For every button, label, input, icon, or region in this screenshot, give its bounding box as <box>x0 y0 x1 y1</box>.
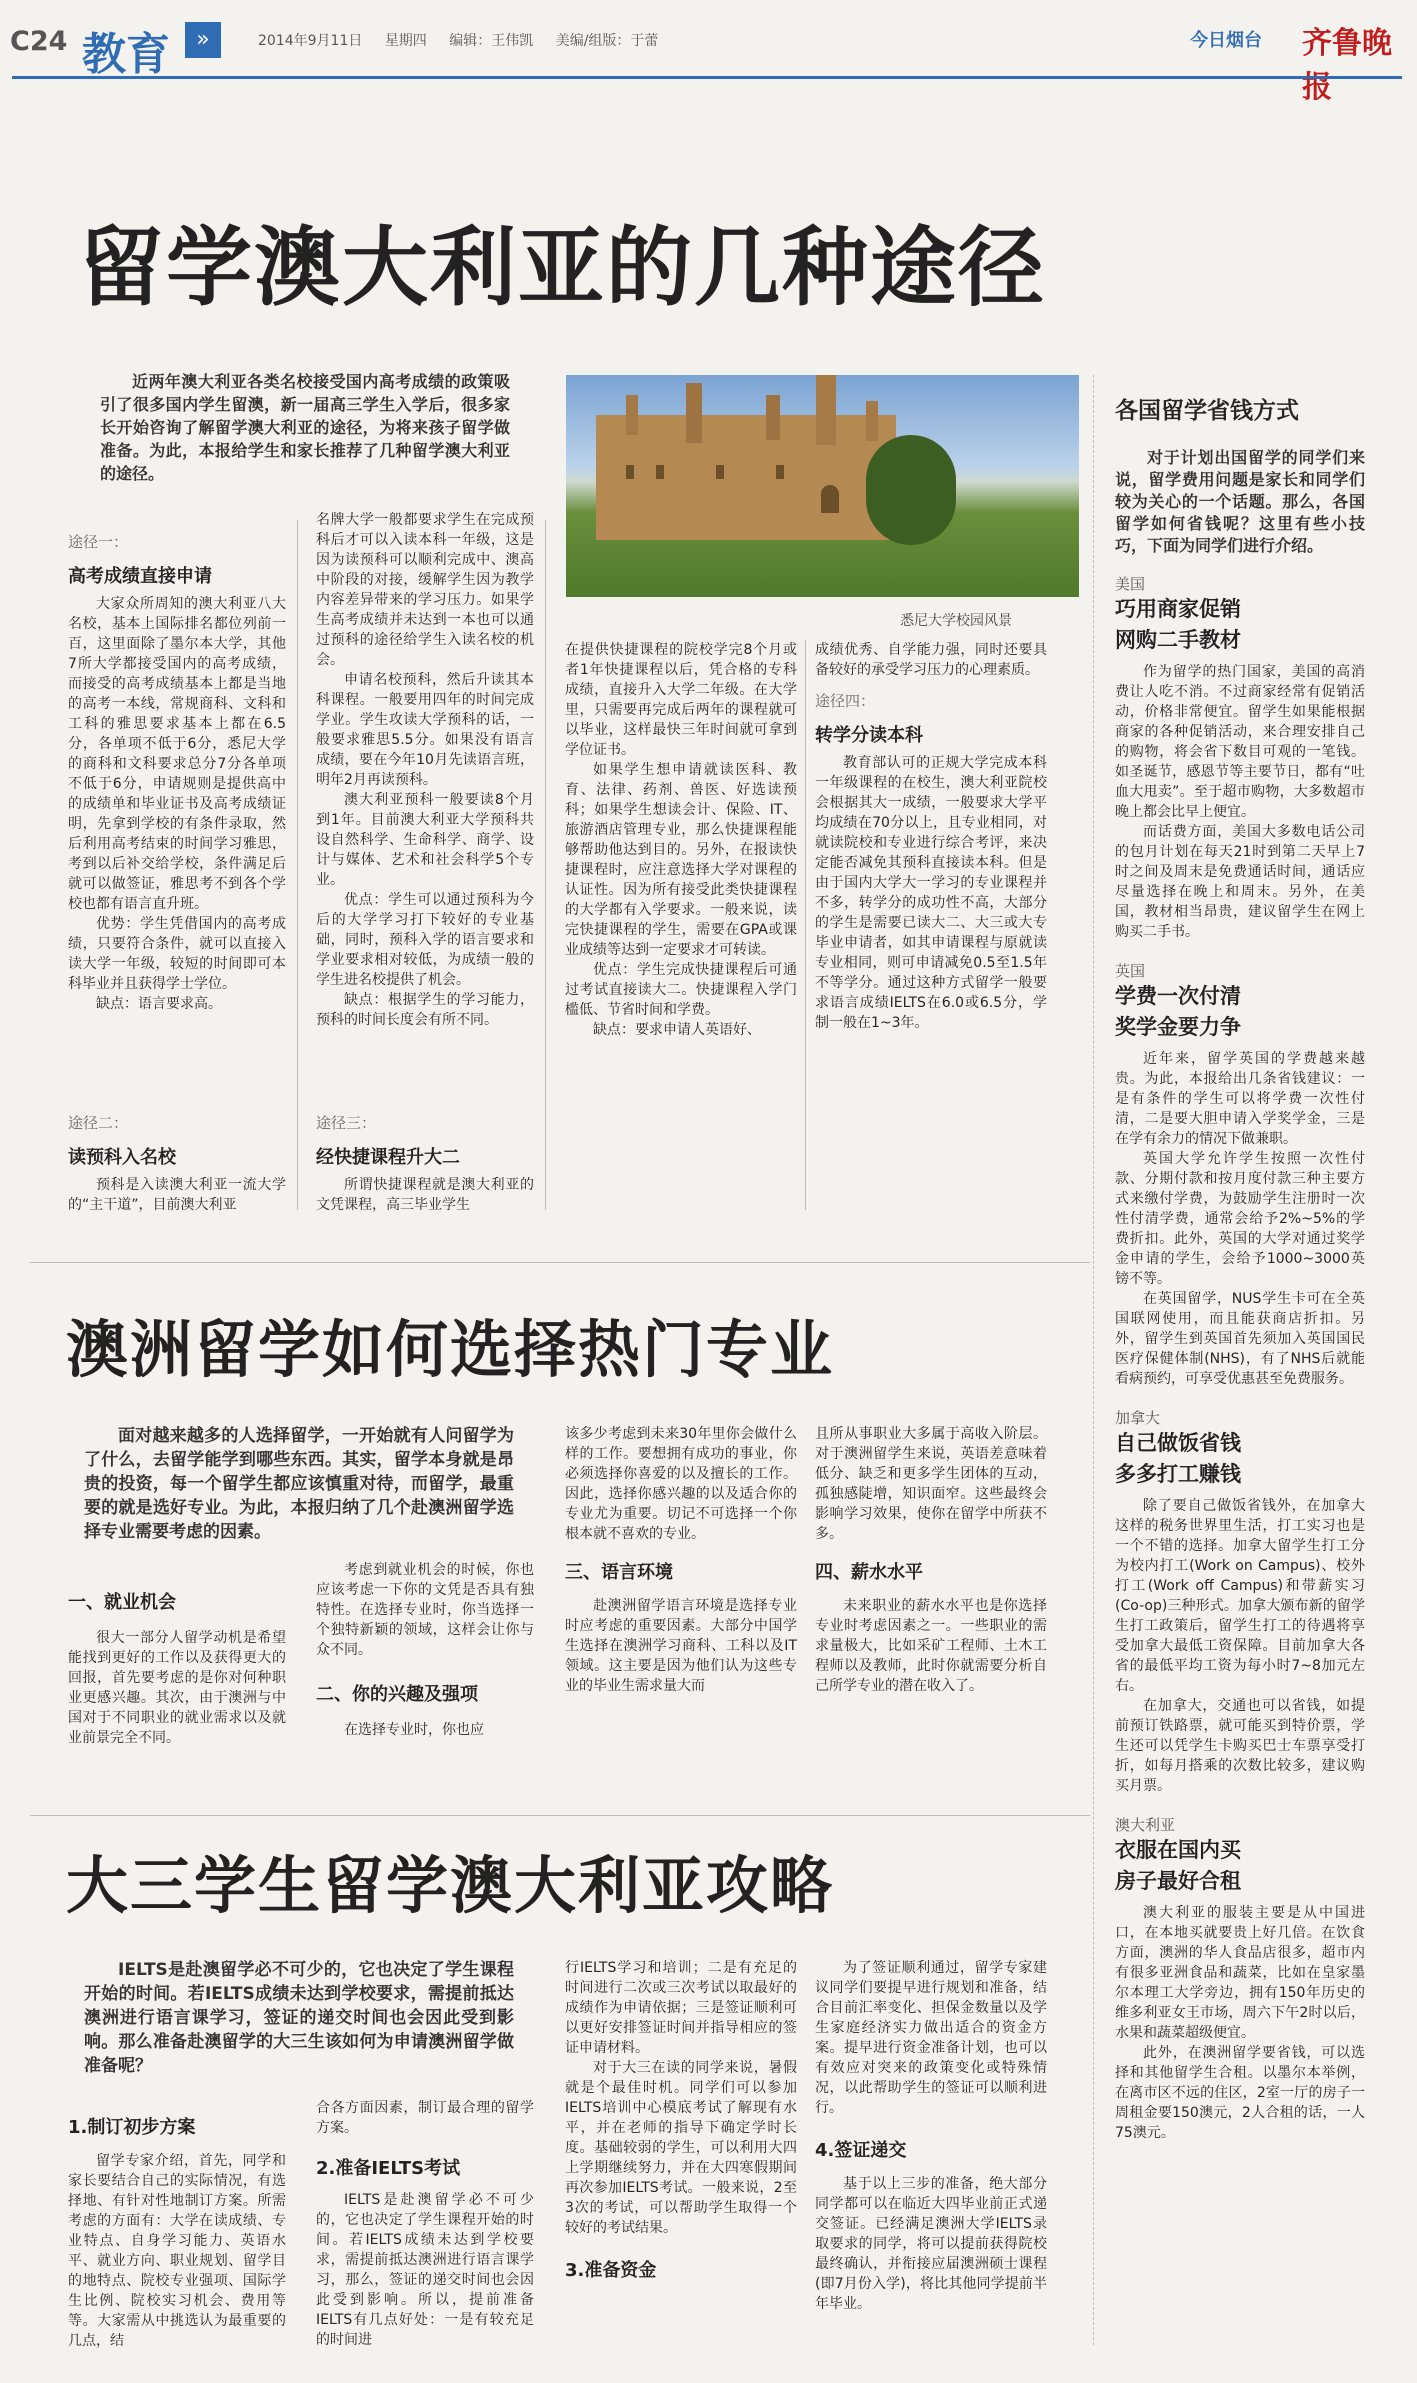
article3-col2: 合各方面因素，制订最合理的留学方案。 2.准备IELTS考试 IELTS是赴澳留学必不可少的，它也决定了学生课程开始的时间。若IELTS成绩未达到学校要求，需提前抵达澳洲进行语言课学习，那么，签证的递交时间也会因此受到影响。所以，提前准备IELTS有几点好处：一是有较充足的时间进 <box>316 2100 534 2348</box>
building-shape <box>596 415 896 540</box>
article3-col1: 1.制订初步方案 留学专家介绍，首先，同学和家长要结合自己的实际情况，有选择地、有针对性地制订方案。所需考虑的方面有：大学在读成绩、专业特点、自身学习能力、英语水平、就业方向、职业规划、留学目的地特点、院校专业强项、国际学生比例、院校实习机会、费用等等。大家需从中挑选认为最重要的几点，结 <box>68 2117 286 2349</box>
route1-block: 途径一： 高考成绩直接申请 大家众所周知的澳大利亚八大名校，基本上国际排名都位列前一百，这里面除了墨尔本大学，其他7所大学都接受国内的高考成绩，而接受的高考成绩基本上都是当地的高考一本线，常规商科、文科和工科的雅思要求基本上都在6.5分，各单项不低于6分，悉尼大学的商科和文科要求总分7分各单项不低于6分，申请规则是提供高中的成绩单和毕业证书及高考成绩证明，先拿到学校的有条件录取，然后利用高考结束的时间学习雅思，考到以后补交给学校，条件满足后就可以做签证，雅思考不到各个学校也都有语言直升班。 优势：学生凭借国内的高考成绩，只要符合条件，就可以直接入读大学一年级，较短的时间即可本科毕业并且获得学士学位。 缺点：语言要求高。 <box>68 533 286 1012</box>
sidebar: 各国留学省钱方式 对于计划出国留学的同学们来说，留学费用问题是家长和同学们较为关心的一个话题。那么，各国留学如何省钱呢？这里有些小技巧，下面为同学们进行介绍。 美国 巧用商家促销 网购二手教材 作为留学的热门国家，美国的高消费让人吃不消。不过商家经常有促销活动，价格非常便宜。留学生如果能根据商家的各种促销活动，来合理安排自己的购物，将会省下数目可观的一笔钱。如圣诞节，感恩节等主要节日，都有“吐血大甩卖”。至于超市购物，大多数超市晚上都会比早上便宜。 而话费方面，美国大多数电话公司的包月计划在每天21时到第二天早上7时之间及周末是免费通话时间，通话应尽量选择在晚上和周末。另外，在美国，教材相当昂贵，建议留学生在网上购买二手书。 英国 学费一次付清 奖学金要力争 近年来，留学英国的学费越来越贵。为此，本报给出几条省钱建议：一是有条件的学生可以将学费一次性付清，二是要大胆申请入学奖学金，三是在学有余力的情况下做兼职。 英国大学允许学生按照一次性付款、分期付款和按月度付款三种主要方式来缴付学费，为鼓励学生注册时一次性付清学费，通常会给予2%~5%的学费折扣。此外，英国的大学对通过奖学金申请的学生，会给予1000~3000英镑不等。 在英国留学，NUS学生卡可在全英国联网使用，而且能获商店折扣。另外，留学生到英国首先须加入英国国民医疗保健体制(NHS)，有了NHS后就能看病预约，可享受优惠甚至免费服务。 加拿大 自己做饭省钱 多多打工赚钱 除了要自己做饭省钱外，在加拿大这样的税务世界里生活，打工实习也是一个不错的选择。加拿大留学生打工分为校内打工(Work on Campus)、校外打工(Work off Campus)和带薪实习(Co-op)三种形式。加拿大颁布新的留学生打工政策后，留学生打工的待遇将享受加拿大最低工资保障。目前加拿大各省的最低平均工资为每小时7~8加元左右。 在加拿大，交通也可以省钱，如提前预订铁路票，就可能买到特价票，学生还可以凭学生卡购买巴士车票享受打折，如每月搭乘的次数比较多，建议购买月票。 澳大利亚 衣服在国内买 房子最好合租 澳大利亚的服装主要是从中国进口，在本地买就要贵上好几倍。在饮食方面，澳洲的华人食品店很多，超市内有很多亚洲食品和蔬菜，比如在皇家墨尔本理工大学旁边，拥有150年历史的维多利亚女王市场，周六下午2时以后，水果和蔬菜超级便宜。 此外，在澳洲留学要省钱，可以选择和其他留学生合租。以墨尔本举例，在离市区不远的住区，2室一厅的房子一周租金要150澳元，2人合租的话，一人75澳元。 <box>1115 392 1365 2143</box>
photo-caption: 悉尼大学校园风景 <box>900 613 1012 629</box>
route3-block: 途径三： 经快捷课程升大二 所谓快捷课程就是澳大利亚的文凭课程，高三毕业学生 <box>316 1114 534 1213</box>
article2-col1: 一、就业机会 很大一部分人留学动机是希望能找到更好的工作以及获得更大的回报，首先要考虑的是你对何种职业更感兴趣。其次，由于澳洲与中国对于不同职业的就业需求以及就业前景完全不同。 <box>68 1592 286 1746</box>
editor: 编辑：王伟凯 <box>449 33 534 49</box>
sidebar-intro: 对于计划出国留学的同学们来说，留学费用问题是家长和同学们较为关心的一个话题。那么，各国留学如何省钱呢？这里有些小技巧，下面为同学们进行介绍。 <box>1115 448 1365 555</box>
article1-intro: 近两年澳大利亚各类名校接受国内高考成绩的政策吸引了很多国内学生留澳，新一届高三学生入学后，很多家长开始咨询了解留学澳大利亚的途径，为将来孩子留学做准备。为此，本报给学生和家长推荐了几种留学澳大利亚的途径。 <box>100 372 510 483</box>
article2-col3: 该多少考虑到未来30年里你会做什么样的工作。要想拥有成功的事业，你必须选择你喜爱的以及擅长的工作。因此，选择你感兴趣的以及适合你的专业尤为重要。切记不可选择一个你根本就不喜欢的专业。 三、语言环境 赴澳洲留学语言环境是选择专业时应考虑的重要因素。大部分中国学生选择在澳洲学习商科、工科以及IT领域。这主要是因为他们认为这些专业的毕业生需求量大而 <box>565 1426 797 1694</box>
header-meta <box>258 30 676 50</box>
double-chevron-icon: » <box>185 22 221 58</box>
article2-col2: 考虑到就业机会的时候，你也应该考虑一下你的文凭是否具有独特性。在选择专业时，你当选择一个独特新颖的领域，这样会让你与众不同。 二、你的兴趣及强项 在选择专业时，你也应 <box>316 1562 534 1738</box>
section-name: 教育 <box>82 29 170 80</box>
country-australia: 澳大利亚 <box>1115 1816 1176 1834</box>
route2-title: 读预科入名校 <box>68 1147 176 1168</box>
article3-col4: 为了签证顺利通过，留学专家建议同学们要提早进行规划和准备，结合目前汇率变化、担保金数量以及学生家庭经济实力做出适合的资金方案。提早进行资金准备计划，也可以有效应对突来的政策变化或特殊情况，以此帮助学生的签证可以顺利进行。 4.签证递交 基于以上三步的准备，绝大部分同学都可以在临近大四毕业前正式递交签证。已经满足澳洲大学IELTS录取要求的同学，将可以提前获得院校最终确认，并衔接应届澳洲硕士课程(即7月份入学)，将比其他同学提前半年毕业。 <box>815 1960 1047 2312</box>
route4-title: 转学分读本科 <box>815 725 923 746</box>
route3-title: 经快捷课程升大二 <box>316 1147 460 1168</box>
page-number: C24 <box>10 26 68 57</box>
route2-continued: 名牌大学一般都要求学生在完成预科后才可以入读本科一年级，这是因为读预科可以顺利完成中、澳高中阶段的对接，缓解学生因为教学内容差异带来的学习压力。如果学生高考成绩并未达到一本也可以通过预科的途径给学生入读名校的机会。 申请名校预科，然后升读其本科课程。一般要用四年的时间完成学业。学生攻读大学预科的话，一般要求雅思5.5分。如果没有语言成绩，要在今年10月先读语言班，明年2月再读预科。 澳大利亚预科一般要读8个月到1年。目前澳大利亚大学预科共设自然科学、生命科学、商学、设计与媒体、艺术和社会科学5个专业。 优点：学生可以通过预科为今后的大学学习打下较好的专业基础，同时，预科入学的语言要求和学业要求相对较低，为成绩一般的学生进名校提供了机会。 缺点：根据学生的学习能力，预科的时间长度会有所不同。 <box>316 512 534 1028</box>
brand-label: 今日烟台 <box>1190 30 1262 51</box>
article2-intro: 面对越来越多的人选择留学，一开始就有人问留学为了什么，去留学能学到哪些东西。其实，留学本身就是昂贵的投资，每一个留学生都应该慎重对待，而留学，最重要的就是选好专业。为此，本报归纳了几个赴澳洲留学选择专业需要考虑的因素。 <box>84 1426 514 1542</box>
issue-weekday: 星期四 <box>384 33 427 49</box>
route1-title: 高考成绩直接申请 <box>68 566 212 587</box>
article3-title: 大三学生留学澳大利亚攻略 <box>66 1849 835 1922</box>
issue-date: 2014年9月11日 <box>258 33 363 49</box>
article2-title: 澳洲留学如何选择热门专业 <box>66 1313 835 1386</box>
article3-intro: IELTS是赴澳留学必不可少的，它也决定了学生课程开始的时间。若IELTS成绩未达到学校要求，需提前抵达澳洲进行语言课学习，签证的递交时间也会因此受到影响。那么准备赴澳留学的大三生该如何为申请澳洲留学做准备呢？ <box>84 1960 514 2076</box>
country-canada: 加拿大 <box>1115 1409 1161 1427</box>
route4-block: 成绩优秀、自学能力强，同时还要具备较好的承受学习压力的心理素质。 途径四： 转学分读本科 教育部认可的正规大学完成本科一年级课程的在校生，澳大利亚院校会根据其大一成绩，一般要求大学平均成绩在70分以上，且专业相同，对就读院校和专业进行综合考评，来决定能否减免其预科直接读本科。但是由于国内大学大一学习的专业课程并不多，转学分的成功性不高，大部分的学生是需要已读大二、大三或大专毕业申请者，如其申请课程与原就读专业相同，则可申请减免0.5至1.5年不等学分。通过这种方式留学一般要求语言成绩IELTS在6.0或6.5分，学制一般在1~3年。 <box>815 642 1047 1031</box>
route3-continued: 在提供快捷课程的院校学完8个月或者1年快捷课程以后，凭合格的专科成绩，直接升入大学二年级。在大学里，只需要再完成后两年的课程就可以毕业，这样最快三年时间就可拿到学位证书。 如果学生想申请就读医科、教育、法律、药剂、兽医、好选读预科；如果学生想读会计、保险、IT、旅游酒店管理专业，那么快捷课程能够帮助他达到目的。另外，在报读快捷课程时，应注意选择大学对课程的认证性。因为所有接受此类快捷课程的大学都有入学要求。一般来说，读完快捷课程的学生，需要在GPA或课业成绩等达到一定要求才可转读。 优点：学生完成快捷课程后可通过考试直接读大二。快捷课程入学门槛低、节省时间和学费。 缺点：要求申请人英语好、 <box>565 642 797 1038</box>
sidebar-title: 各国留学省钱方式 <box>1115 398 1299 424</box>
designer: 美编/组版：于蕾 <box>555 33 659 49</box>
newspaper-logo: 齐鲁晚报 <box>1302 26 1392 105</box>
country-us: 美国 <box>1115 575 1146 593</box>
article1-title: 留学澳大利亚的几种途径 <box>78 218 1046 318</box>
header-rule <box>12 76 1402 79</box>
article2-col4: 且所从事职业大多属于高收入阶层。对于澳洲留学生来说，英语差意味着低分、缺乏和更多学生团体的互动，孤独感陡增，知识面窄。这些最终会影响学习效果，使你在留学中所获不多。 四、薪水水平 未来职业的薪水水平也是你选择专业时考虑因素之一。一些职业的需求量极大，比如采矿工程师、土木工程师以及教师，此时你就需要分析自己所学专业的潜在收入了。 <box>815 1426 1047 1694</box>
country-uk: 英国 <box>1115 962 1146 980</box>
campus-photo <box>566 375 1079 597</box>
route2-block: 途径二： 读预科入名校 预科是入读澳大利亚一流大学的“主干道”，目前澳大利亚 <box>68 1114 286 1213</box>
article3-col3: 行IELTS学习和培训；二是有充足的时间进行二次或三次考试以取最好的成绩作为申请依据；三是签证顺利可以更好安排签证时间并指导相应的签证申请材料。 对于大三在读的同学来说，暑假就是个最佳时机。同学们可以参加IELTS培训中心模底考试了解现有水平，并在老师的指导下确定学时长度。基础较弱的学生，可以利用大四上学期继续努力，并在大四寒假期间再次参加IELTS考试。一般来说，2至3次的考试，可以帮助学生取得一个较好的考试结果。 3.准备资金 <box>565 1960 797 2281</box>
